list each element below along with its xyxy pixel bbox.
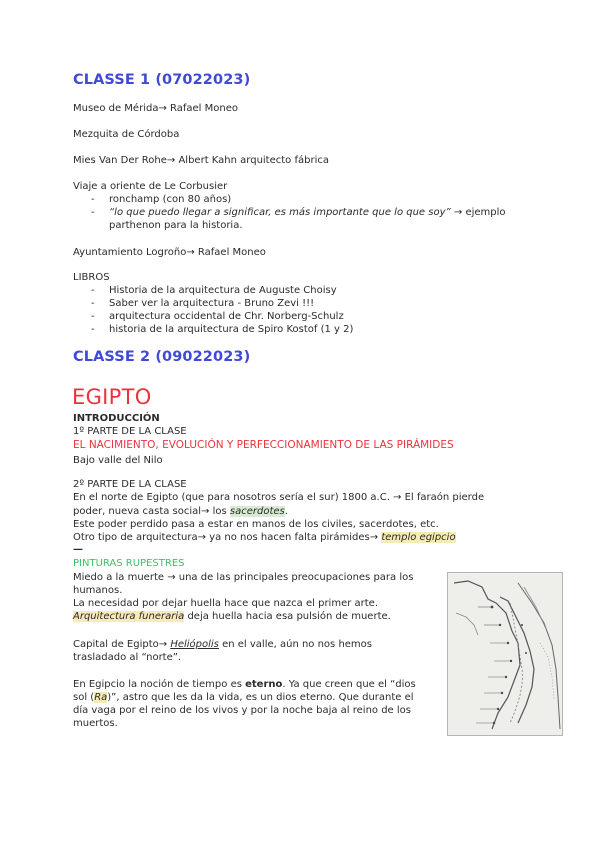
text-line: Miedo a la muerte → una de las principales preocupaciones para los: [73, 572, 414, 583]
bullet-dash: -: [91, 285, 95, 296]
pinturas-heading: PINTURAS RUPESTRES: [73, 558, 185, 569]
map-of-nile-valley-icon: [447, 572, 563, 736]
quote-text: “lo que puedo llegar a significar, es más importante que lo que soy”: [109, 207, 451, 218]
dash-divider: —: [73, 544, 83, 555]
text-line: Mezquita de Córdoba: [73, 129, 180, 140]
list-item-continuation: parthenon para la historia.: [109, 220, 243, 231]
text-line: En el norte de Egipto (que para nosotros sería el sur) 1800 a.C. → El faraón pierde: [73, 492, 485, 503]
text-line: Museo de Mérida→ Rafael Moneo: [73, 103, 238, 114]
heliopolis-link[interactable]: Heliópolis: [170, 639, 219, 650]
bullet-dash: -: [91, 311, 95, 322]
text-line: Bajo valle del Nilo: [73, 455, 163, 466]
nacimiento-heading: EL NACIMIENTO, EVOLUCIÓN Y PERFECCIONAMIENTO DE LAS PIRÁMIDES: [73, 439, 454, 451]
text-line: trasladado al “norte”.: [73, 652, 182, 663]
list-item: historia de la arquitectura de Spiro Kostof (1 y 2): [109, 324, 354, 335]
text-span: Otro tipo de arquitectura→ ya no nos hacen falta pirámides→: [73, 532, 382, 543]
text-span: . Ya que creen que el “dios: [282, 679, 416, 690]
highlight-ra: Ra: [94, 692, 108, 703]
bullet-dash: -: [91, 298, 95, 309]
text-line: Ayuntamiento Logroño→ Rafael Moneo: [73, 247, 266, 258]
text-span: .: [284, 506, 288, 517]
parte2-label: 2º PARTE DE LA CLASE: [73, 479, 187, 490]
text-line: día vaga por el reino de los vivos y por la noche baja al reino de los: [73, 705, 411, 716]
bullet-dash: -: [91, 207, 95, 218]
text-line: [73, 611, 391, 622]
bullet-dash: -: [91, 194, 95, 205]
text-span: Capital de Egipto→: [73, 639, 171, 650]
highlight-sacerdotes: sacerdotes: [229, 506, 285, 517]
list-item: [109, 207, 506, 218]
text-line: Viaje a oriente de Le Corbusier: [73, 181, 228, 192]
quote-rest: → ejemplo: [450, 207, 506, 218]
text-line: [73, 692, 414, 703]
bullet-dash: -: [91, 324, 95, 335]
text-span: En Egipcio la noción de tiempo es: [73, 679, 246, 690]
text-line: Mies Van Der Rohe→ Albert Kahn arquitecto fábrica: [73, 155, 329, 166]
text-span: )”, astro que les da la vida, es un dios eterno. Que durante el: [107, 692, 414, 703]
bold-eterno: eterno: [245, 679, 283, 690]
list-item: arquitectura occidental de Chr. Norberg-Schulz: [109, 311, 344, 322]
parte1-label: 1º PARTE DE LA CLASE: [73, 426, 187, 437]
text-line: humanos.: [73, 585, 123, 596]
class2-heading: CLASSE 2 (09022023): [73, 349, 251, 365]
list-item: Saber ver la arquitectura - Bruno Zevi !!!: [109, 298, 315, 309]
highlight-templo: templo egipcio: [381, 532, 456, 543]
highlight-arquitectura: Arquitectura funeraria: [73, 611, 185, 622]
text-line: muertos.: [73, 718, 118, 729]
egipto-heading: EGIPTO: [72, 385, 152, 409]
text-line: La necesidad por dejar huella hace que nazca el primer arte.: [73, 598, 379, 609]
list-item: Historia de la arquitectura de Auguste Choisy: [109, 285, 337, 296]
text-line: [73, 679, 416, 690]
class1-heading: CLASSE 1 (07022023): [73, 72, 251, 88]
text-line: Este poder perdido pasa a estar en manos de los civiles, sacerdotes, etc.: [73, 519, 439, 530]
text-span: deja huella hacia esa pulsión de muerte.: [184, 611, 391, 622]
text-span: poder, nueva casta social→ los: [73, 506, 230, 517]
text-span: en el valle, aún no nos hemos: [218, 639, 372, 650]
libros-label: LIBROS: [73, 272, 110, 283]
map-svg: [448, 573, 562, 735]
text-line: [73, 506, 288, 517]
list-item: ronchamp (con 80 años): [109, 194, 232, 205]
text-line: [73, 639, 372, 650]
introduccion-heading: INTRODUCCIÓN: [73, 413, 160, 424]
text-line: [73, 532, 456, 543]
text-span: sol (: [73, 692, 95, 703]
